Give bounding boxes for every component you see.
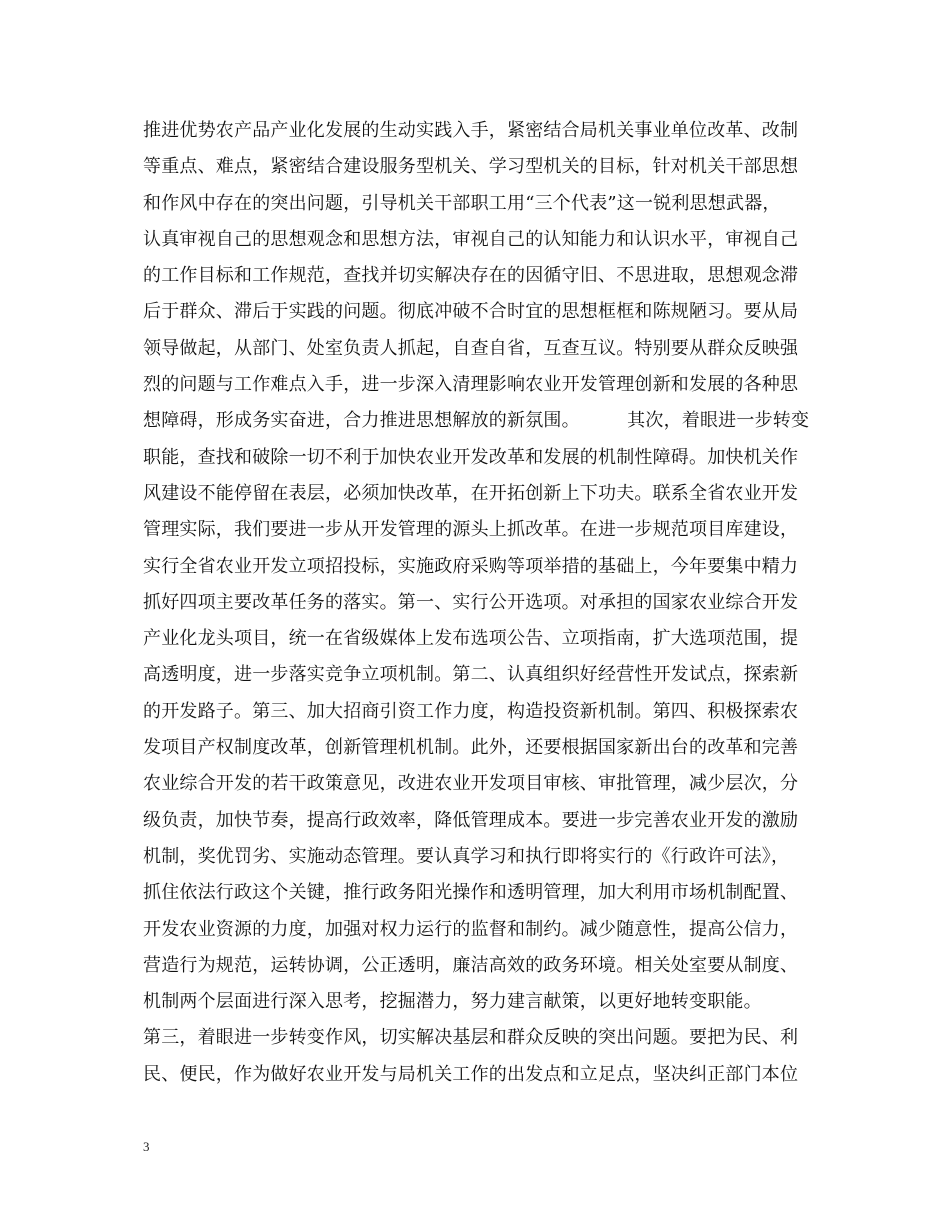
text-line: 管理实际，我们要进一步从开发管理的源头上抓改革。在进一步规范项目库建设， [143,519,799,541]
text-line: 的开发路子。第三、加大招商引资工作力度，构造投资新机制。第四、积极探索农 [143,700,799,722]
text-line: 烈的问题与工作难点入手，进一步深入清理影响农业开发管理创新和发展的各种思 [143,374,799,396]
text-line: 发项目产权制度改革，创新管理机机制。此外，还要根据国家新出台的改革和完善 [143,737,799,759]
text-line: 开发农业资源的力度，加强对权力运行的监督和制约。减少随意性，提高公信力， [143,918,799,940]
text-line: 机制两个层面进行深入思考，挖掘潜力，努力建言献策，以更好地转变职能。 [143,991,762,1013]
text-line: 等重点、难点，紧密结合建设服务型机关、学习型机关的目标，针对机关干部思想 [143,156,799,178]
text-line: 和作风中存在的突出问题，引导机关干部职工用“三个代表”这一锐利思想武器， [143,192,781,214]
text-line: 抓住依法行政这个关键，推行政务阳光操作和透明管理，加大利用市场机制配置、 [143,882,799,904]
text-line: 营造行为规范，运转协调，公正透明，廉洁高效的政务环境。相关处室要从制度、 [143,954,799,976]
text-line: 后于群众、滞后于实践的问题。彻底冲破不合时宜的思想框框和陈规陋习。要从局 [143,301,799,323]
text-line: 实行全省农业开发立项招投标，实施政府采购等项举措的基础上，今年要集中精力 [143,555,799,577]
text-line: 农业综合开发的若干政策意见，改进农业开发项目审核、审批管理，减少层次，分 [143,773,799,795]
text-line: 民、便民，作为做好农业开发与局机关工作的出发点和立足点，坚决纠正部门本位 [143,1063,799,1085]
text-line: 认真审视自己的思想观念和思想方法，审视自己的认知能力和认识水平，审视自己 [143,228,799,250]
text-line: 想障碍，形成务实奋进，合力推进思想解放的新氛围。 其次，着眼进一步转变 [143,410,810,432]
text-line: 产业化龙头项目，统一在省级媒体上发布选项公告、立项指南，扩大选项范围，提 [143,628,799,650]
page-number: 3 [143,1139,150,1154]
text-line: 机制，奖优罚劣、实施动态管理。要认真学习和执行即将实行的《行政许可法》， [143,845,790,867]
text-line: 抓好四项主要改革任务的落实。第一、实行公开选项。对承担的国家农业综合开发 [143,591,799,613]
text-line: 的工作目标和工作规范，查找并切实解决存在的因循守旧、不思进取，思想观念滞 [143,265,799,287]
text-line: 高透明度，进一步落实竞争立项机制。第二、认真组织好经营性开发试点，探索新 [143,664,799,686]
text-line: 风建设不能停留在表层，必须加快改革，在开拓创新上下功夫。联系全省农业开发 [143,482,799,504]
body-text [143,113,813,1093]
text-line: 第三，着眼进一步转变作风，切实解决基层和群众反映的突出问题。要把为民、利 [143,1027,799,1049]
text-line: 领导做起，从部门、处室负责人抓起，自查自省，互查互议。特别要从群众反映强 [143,337,799,359]
text-line: 级负责，加快节奏，提高行政效率，降低管理成本。要进一步完善农业开发的激励 [143,809,799,831]
text-line: 职能，查找和破除一切不利于加快农业开发改革和发展的机制性障碍。加快机关作 [143,446,799,468]
text-line: 推进优势农产品产业化发展的生动实践入手，紧密结合局机关事业单位改革、改制 [143,120,799,141]
